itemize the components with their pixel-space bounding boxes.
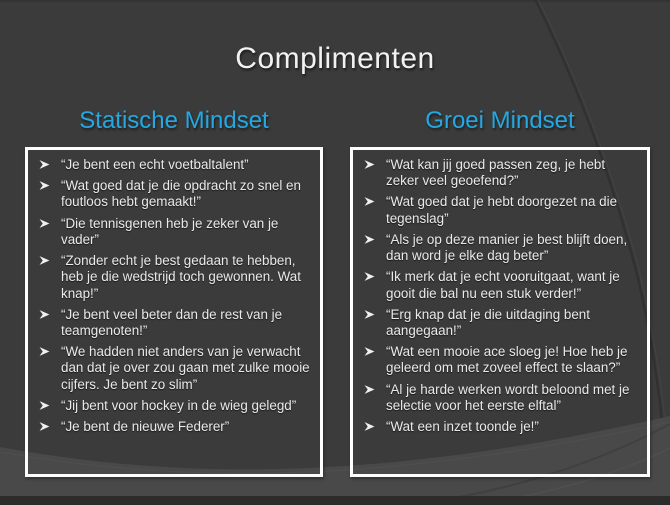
list-item <box>36 157 314 173</box>
quote-text: “Je bent veel beter dan de rest van je teamgenoten!” <box>61 306 283 338</box>
list-item <box>36 344 314 393</box>
quote-text: “Wat kan jij goed passen zeg, je hebt zeker veel geoefend?” <box>386 157 606 189</box>
quote-text: “Je bent de nieuwe Federer” <box>61 419 230 435</box>
static-mindset-quote-list <box>28 150 320 444</box>
arrow-bullet-icon <box>36 159 61 170</box>
list-item <box>361 344 641 376</box>
static-mindset-heading: Statische Mindset <box>79 107 269 134</box>
arrow-bullet-icon <box>36 421 61 432</box>
static-mindset-quote-box <box>25 147 323 477</box>
list-item <box>36 398 314 414</box>
list-item <box>36 253 314 302</box>
arrow-bullet-icon <box>361 346 386 357</box>
quote-text: “Al je harde werken wordt beloond met je selectie voor het eerste elftal” <box>386 381 630 413</box>
quote-text: “Erg knap dat je die uitdaging bent aangegaan!” <box>386 306 590 338</box>
list-item <box>361 232 641 264</box>
list-item <box>36 419 314 435</box>
arrow-bullet-icon <box>361 421 386 432</box>
quote-text: “Wat goed dat je hebt doorgezet na die tegenslag” <box>386 194 618 226</box>
arrow-bullet-icon <box>36 255 61 266</box>
quote-text: “Wat een mooie ace sloeg je! Hoe heb je geleerd om met zoveel effect te slaan?” <box>386 344 628 376</box>
arrow-bullet-icon <box>36 346 61 357</box>
arrow-bullet-icon <box>36 218 61 229</box>
list-item <box>361 382 641 414</box>
arrow-bullet-icon <box>361 271 386 282</box>
growth-mindset-heading: Groei Mindset <box>425 107 575 134</box>
quote-text: “Wat goed dat je die opdracht zo snel en foutloos hebt gemaakt!” <box>61 178 301 210</box>
list-item <box>361 157 641 189</box>
quote-text: “Zonder echt je best gedaan te hebben, heb je die wedstrijd toch gewonnen. Wat knap!” <box>61 253 301 301</box>
arrow-bullet-icon <box>361 234 386 245</box>
arrow-bullet-icon <box>36 180 61 191</box>
quote-text: “Die tennisgenen heb je zeker van je vader” <box>61 215 279 247</box>
list-item <box>361 194 641 226</box>
arrow-bullet-icon <box>36 400 61 411</box>
arrow-bullet-icon <box>361 196 386 207</box>
quote-text: “Als je op deze manier je best blijft doen, dan word je elke dag beter” <box>386 231 628 264</box>
list-item <box>361 419 641 435</box>
quote-text: “We hadden niet anders van je verwacht dan dat je over zou gaan met zulke mooie cijfers. Je bent zo slim” <box>61 344 310 392</box>
list-item <box>361 269 641 301</box>
list-item <box>36 216 314 248</box>
list-item <box>36 178 314 210</box>
quote-text: “Wat een inzet toonde je!” <box>386 419 539 435</box>
arrow-bullet-icon <box>361 384 386 395</box>
quote-text: “Ik merk dat je echt vooruitgaat, want je gooit die bal nu een stuk verder!” <box>386 269 620 301</box>
quote-text: “Jij bent voor hockey in de wieg gelegd” <box>61 397 297 413</box>
arrow-bullet-icon <box>361 159 386 170</box>
arrow-bullet-icon <box>361 309 386 320</box>
growth-mindset-quote-list <box>353 150 647 444</box>
growth-mindset-quote-box <box>350 147 650 477</box>
list-item <box>36 307 314 339</box>
arrow-bullet-icon <box>36 309 61 320</box>
quote-text: “Je bent een echt voetbaltalent” <box>61 157 249 172</box>
list-item <box>361 307 641 339</box>
slide-title: Complimenten <box>235 42 435 75</box>
